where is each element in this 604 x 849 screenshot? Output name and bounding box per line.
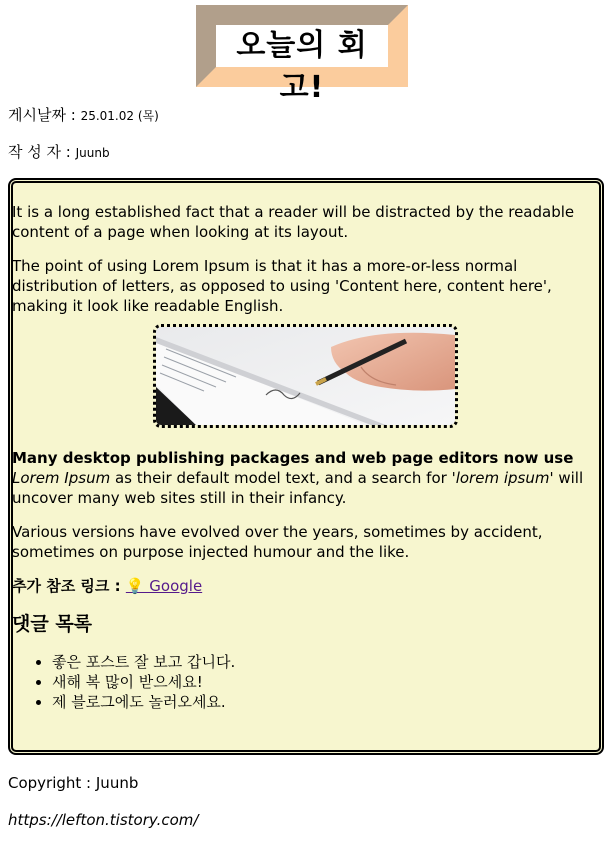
- post-card: [8, 178, 604, 755]
- comments-heading: 댓글 목록: [12, 613, 93, 635]
- post-author-label: 작 성 자 :: [8, 143, 76, 161]
- post-paragraph-3-end: will uncover many web sites still in their infancy.: [12, 469, 584, 507]
- post-paragraph-3-bold: Many desktop publishing packages and web page editors now use: [12, 449, 574, 467]
- comments-list: [12, 652, 599, 712]
- post-paragraph-4: Various versions have evolved over the years, sometimes by accident, sometimes on purpose injected humour and the like.: [12, 523, 543, 561]
- comment-item: • 새해 복 많이 받으세요!: [52, 672, 599, 692]
- post-date-label: 게시날짜 :: [8, 106, 81, 124]
- comment-item: • 제 블로그에도 놀러오세요.: [52, 692, 599, 712]
- comment-item: • 좋은 포스트 잘 보고 갑니다.: [52, 652, 599, 672]
- page-title-box: [196, 5, 408, 105]
- reference-link-label: 추가 참조 링크 :: [12, 577, 126, 595]
- post-author: [8, 142, 110, 163]
- post-paragraph-1: It is a long established fact that a reader will be distracted by the readable content of a page when looking at its layout.: [12, 203, 575, 241]
- post-date-value: 25.01.02 (목): [80, 109, 159, 123]
- signing-document-image: [153, 324, 458, 428]
- post-paragraph-3-italic-2: 'lorem ipsum': [451, 469, 554, 487]
- reference-link-row: [12, 576, 599, 596]
- blog-url: https://lefton.tistory.com/: [8, 811, 199, 829]
- post-author-value: Juunb: [75, 146, 110, 160]
- post-paragraph-3-mid: as their default model text, and a search for: [110, 469, 452, 487]
- post-paragraph-3: [12, 448, 599, 508]
- page-title: 오늘의 회고!: [236, 28, 368, 105]
- post-date: [8, 105, 159, 126]
- google-link[interactable]: 💡 Google: [125, 577, 203, 595]
- post-paragraph-2: The point of using Lorem Ipsum is that it has a more-or-less normal distribution of letters, as opposed to using 'Content here, content here', making it look like readable English.: [12, 257, 552, 315]
- post-paragraph-3-italic-1: Lorem Ipsum: [12, 469, 111, 487]
- copyright-text: Copyright : Juunb: [8, 774, 139, 792]
